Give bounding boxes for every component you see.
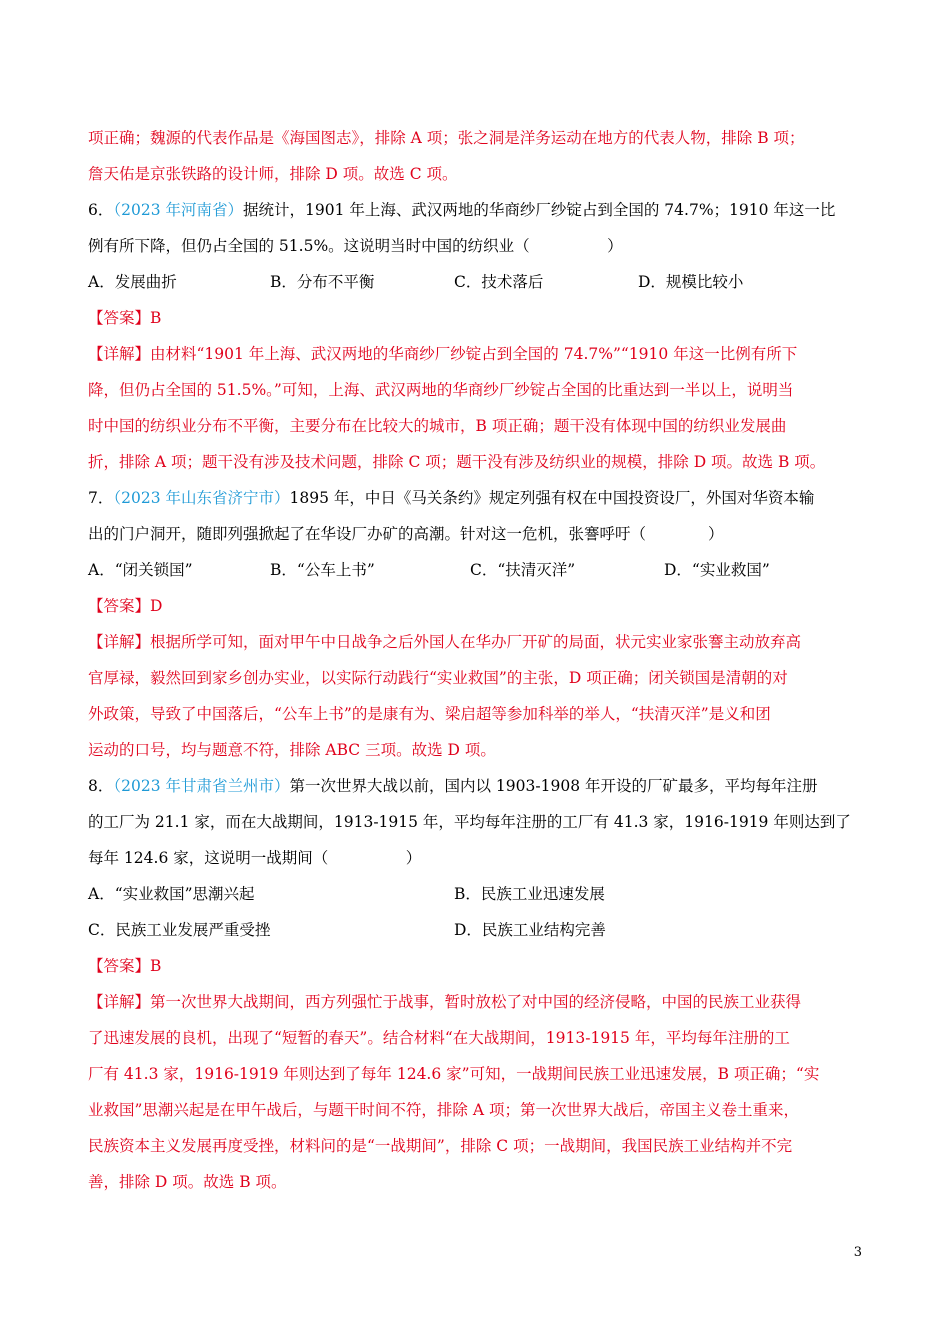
option-b: B．“公车上书” bbox=[270, 561, 375, 579]
explanation-line: 了迅速发展的良机，出现了“短暂的春天”。结合材料“在大战期间，1913-1915 年，平均每年注册的工 bbox=[88, 1029, 790, 1047]
explanation-line: 官厚禄，毅然回到家乡创办实业，以实际行动践行“实业救国”的主张，D 项正确；闭关锁国是清朝的对 bbox=[88, 669, 788, 687]
options-row bbox=[88, 876, 864, 912]
prev-explanation bbox=[88, 120, 864, 192]
answer-label: 【答案】B bbox=[88, 957, 162, 975]
explanation-line: 业救国”思潮兴起是在甲午战后，与题干时间不符，排除 A 项；第一次世界大战后，帝国主义卷土重来， bbox=[88, 1101, 799, 1119]
explanation-line: 善，排除 D 项。故选 B 项。 bbox=[88, 1173, 287, 1191]
option-a: A．发展曲折 bbox=[88, 273, 177, 291]
question-source: （2023 年山东省济宁市） bbox=[113, 489, 290, 507]
question-6 bbox=[88, 192, 864, 480]
question-number: 7． bbox=[88, 489, 114, 507]
question-stem bbox=[88, 192, 864, 228]
answer-label: 【答案】B bbox=[88, 309, 162, 327]
question-source: （2023 年甘肃省兰州市） bbox=[113, 777, 290, 795]
explanation-line: 运动的口号，均与题意不符，排除 ABC 三项。故选 D 项。 bbox=[88, 741, 496, 759]
question-number: 8． bbox=[88, 777, 114, 795]
question-stem-text: 1895 年，中日《马关条约》规定列强有权在中国投资设厂，外国对华资本输 bbox=[289, 489, 815, 507]
explanation-line: 厂有 41.3 家，1916-1919 年则达到了每年 124.6 家”可知，一战期间民族工业迅速发展，B 项正确；“实 bbox=[88, 1065, 820, 1083]
option-c: C．技术落后 bbox=[454, 273, 544, 291]
question-stem-line: 每年 124.6 家，这说明一战期间（ ） bbox=[88, 849, 422, 867]
explanation-line: 【详解】第一次世界大战期间，西方列强忙于战事，暂时放松了对中国的经济侵略，中国的民族工业获得 bbox=[88, 993, 802, 1011]
explanation-line: 【详解】由材料“1901 年上海、武汉两地的华商纱厂纱锭占到全国的 74.7%”“1910 年这一比例有所下 bbox=[88, 345, 798, 363]
option-b: B．民族工业迅速发展 bbox=[454, 885, 605, 903]
options-row bbox=[88, 552, 864, 588]
option-d: D．“实业救国” bbox=[664, 561, 770, 579]
question-7 bbox=[88, 480, 864, 768]
option-b: B．分布不平衡 bbox=[270, 273, 375, 291]
question-stem-text: 据统计，1901 年上海、武汉两地的华商纱厂纱锭占到全国的 74.7%；1910 年这一比 bbox=[243, 201, 836, 219]
explanation-line: 折，排除 A 项；题干没有涉及技术问题，排除 C 项；题干没有涉及纺织业的规模，排除 D 项。故选 B 项。 bbox=[88, 453, 826, 471]
options-row bbox=[88, 912, 864, 948]
question-number: 6． bbox=[88, 201, 114, 219]
option-c: C．“扶清灭洋” bbox=[470, 561, 576, 579]
explanation-line: 时中国的纺织业分布不平衡，主要分布在比较大的城市，B 项正确；题干没有体现中国的纺织业发展曲 bbox=[88, 417, 787, 435]
explanation-line: 降，但仍占全国的 51.5%。”可知，上海、武汉两地的华商纱厂纱锭占全国的比重达到一半以上，说明当 bbox=[88, 381, 794, 399]
explanation bbox=[88, 624, 864, 768]
explanation-line: 民族资本主义发展再度受挫，材料问的是“一战期间”，排除 C 项；一战期间，我国民族工业结构并不完 bbox=[88, 1137, 793, 1155]
question-stem-line: 出的门户洞开，随即列强掀起了在华设厂办矿的高潮。针对这一危机，张謇呼吁（ ） bbox=[88, 525, 724, 543]
question-stem-text: 第一次世界大战以前，国内以 1903-1908 年开设的厂矿最多，平均每年注册 bbox=[289, 777, 818, 795]
explanation bbox=[88, 336, 864, 480]
prev-explanation-line: 詹天佑是京张铁路的设计师，排除 D 项。故选 C 项。 bbox=[88, 165, 458, 183]
option-d: D．民族工业结构完善 bbox=[454, 921, 606, 939]
question-stem-line: 例有所下降，但仍占全国的 51.5%。这说明当时中国的纺织业（ ） bbox=[88, 237, 623, 255]
answer-label: 【答案】D bbox=[88, 597, 163, 615]
option-a: A．“实业救国”思潮兴起 bbox=[88, 885, 255, 903]
explanation-line: 【详解】根据所学可知，面对甲午中日战争之后外国人在华办厂开矿的局面，状元实业家张謇主动放弃高 bbox=[88, 633, 802, 651]
prev-explanation-line: 项正确；魏源的代表作品是《海国图志》，排除 A 项；张之洞是洋务运动在地方的代表人物，排除 B 项； bbox=[88, 129, 805, 147]
page-number: 3 bbox=[853, 1245, 862, 1260]
question-stem bbox=[88, 768, 864, 804]
question-source: （2023 年河南省） bbox=[113, 201, 243, 219]
question-stem-line: 的工厂为 21.1 家，而在大战期间，1913-1915 年，平均每年注册的工厂有 41.3 家，1916-1919 年则达到了 bbox=[88, 813, 851, 831]
option-c: C．民族工业发展严重受挫 bbox=[88, 921, 271, 939]
question-8 bbox=[88, 768, 864, 1200]
explanation-line: 外政策，导致了中国落后，“公车上书”的是康有为、梁启超等参加科举的举人，“扶清灭洋”是义和团 bbox=[88, 705, 771, 723]
options-row bbox=[88, 264, 864, 300]
option-a: A．“闭关锁国” bbox=[88, 561, 193, 579]
explanation bbox=[88, 984, 864, 1200]
option-d: D．规模比较小 bbox=[638, 273, 744, 291]
question-stem bbox=[88, 480, 864, 516]
